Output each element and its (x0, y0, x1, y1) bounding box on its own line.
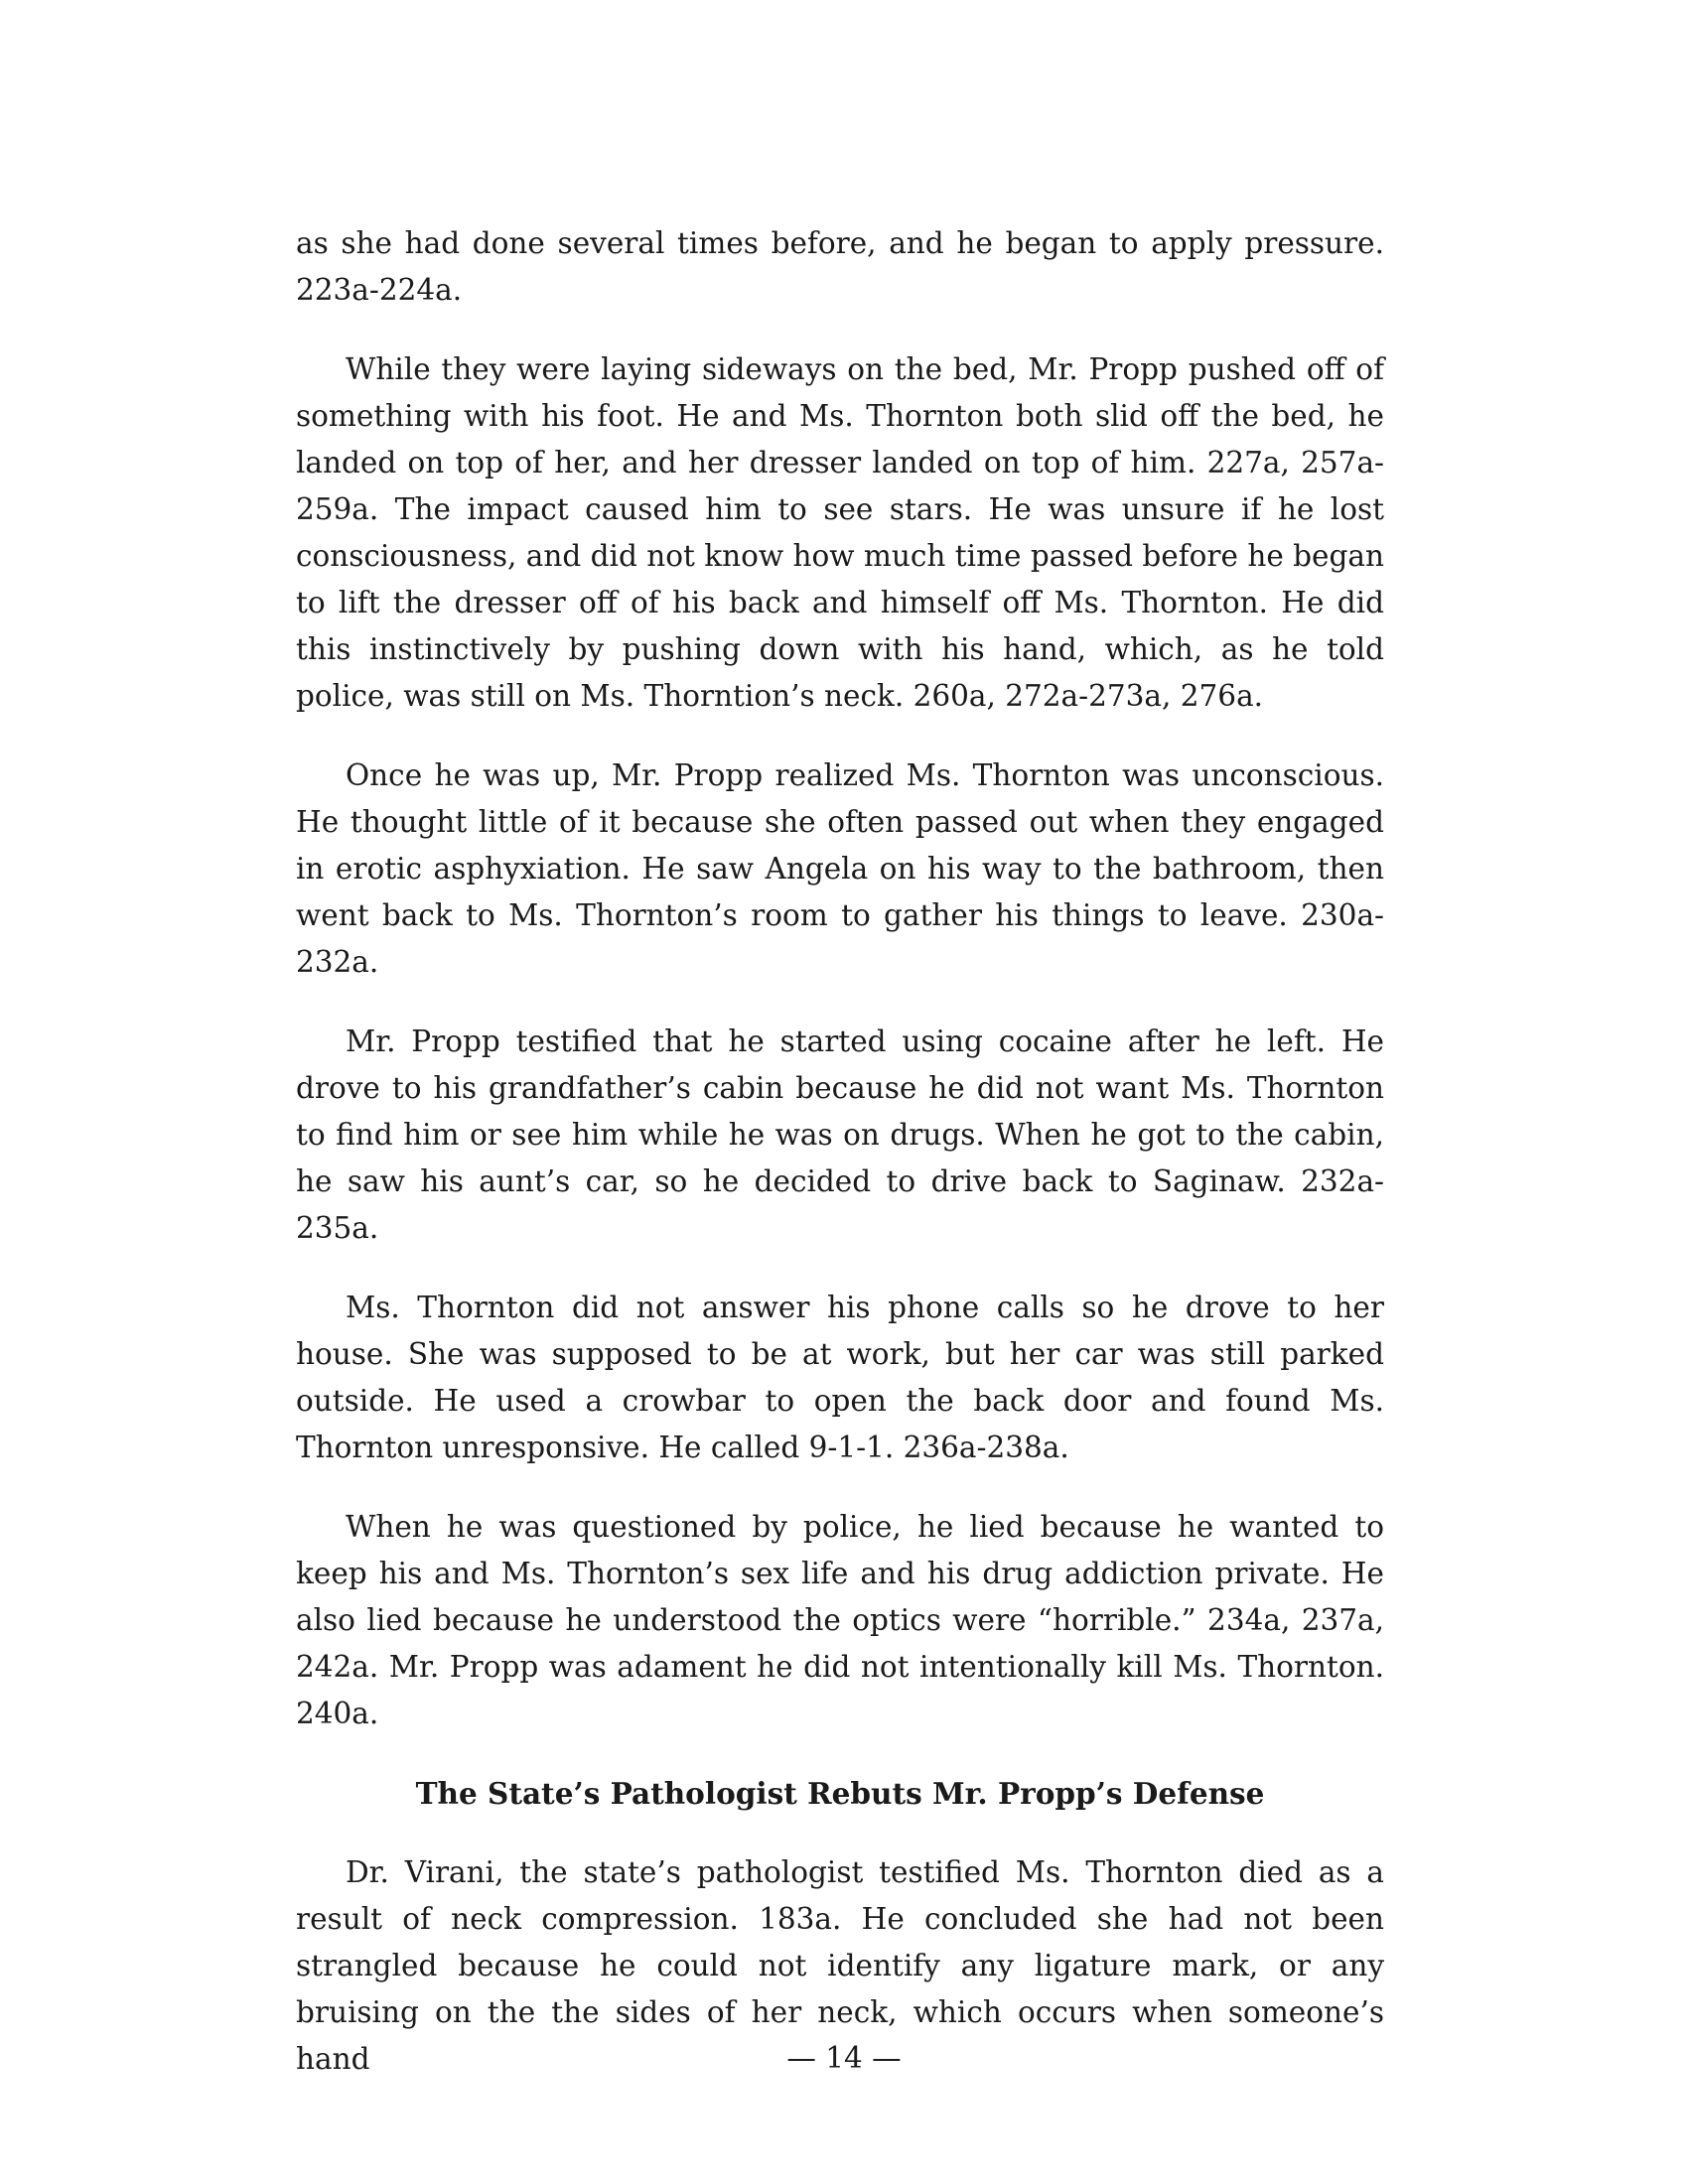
paragraph-pathologist: Dr. Virani, the state’s pathologist testified Ms. Thornton died as a result of neck compression. 183a. He concluded she had not been strangled because he could not identify any ligature mark, or any bruising on the the sides of her neck, which occurs when someone’s hand (296, 1855, 1384, 2076)
paragraph-cocaine: Mr. Propp testified that he started using cocaine after he left. He drove to his grandfather’s cabin because he did not want Ms. Thornton to find him or see him while he was on drugs. When he got to the cabin, he saw his aunt’s car, so he decided to drive back to Saginaw. 232a-235a. (296, 1024, 1384, 1245)
paragraph-police-questioning: When he was questioned by police, he lied because he wanted to keep his and Ms. Thornton’s sex life and his drug addiction private. He also lied because he understood the optics were “horrible.” 234a, 237a, 242a. Mr. Propp was adament he did not intentionally kill Ms. Thornton. 240a. (296, 1510, 1384, 1730)
section-heading: The State’s Pathologist Rebuts Mr. Propp’s Defense (415, 1776, 1265, 1811)
paragraph-phone-calls: Ms. Thornton did not answer his phone calls so he drove to her house. She was supposed to be at work, but her car was still parked outside. He used a crowbar to open the back door and found Ms. Thornton unresponsive. He called 9-1-1. 236a-238a. (296, 1291, 1384, 1464)
paragraph-bed-incident: While they were laying sideways on the bed, Mr. Propp pushed off of something with his foot. He and Ms. Thornton both slid off the bed, he landed on top of her, and her dresser landed on top of him. 227a, 257a-259a. The impact caused him to see stars. He was unsure if he lost consciousness, and did not know how much time passed before he began to lift the dresser off of his back and himself off Ms. Thornton. He did this instinctively by pushing down with his hand, which, as he told police, was still on Ms. Thorntion’s neck. 260a, 272a-273a, 276a. (296, 352, 1384, 713)
page-body (296, 220, 1384, 2116)
page-number: — 14 — (786, 2041, 902, 2075)
paragraph-unconscious: Once he was up, Mr. Propp realized Ms. Thornton was unconscious. He thought little of it because she often passed out when they engaged in erotic asphyxiation. He saw Angela on his way to the bathroom, then went back to Ms. Thornton’s room to gather his things to leave. 230a-232a. (296, 758, 1384, 979)
paragraph-continuation: as she had done several times before, and he began to apply pressure. 223a-224a. (296, 226, 1384, 307)
